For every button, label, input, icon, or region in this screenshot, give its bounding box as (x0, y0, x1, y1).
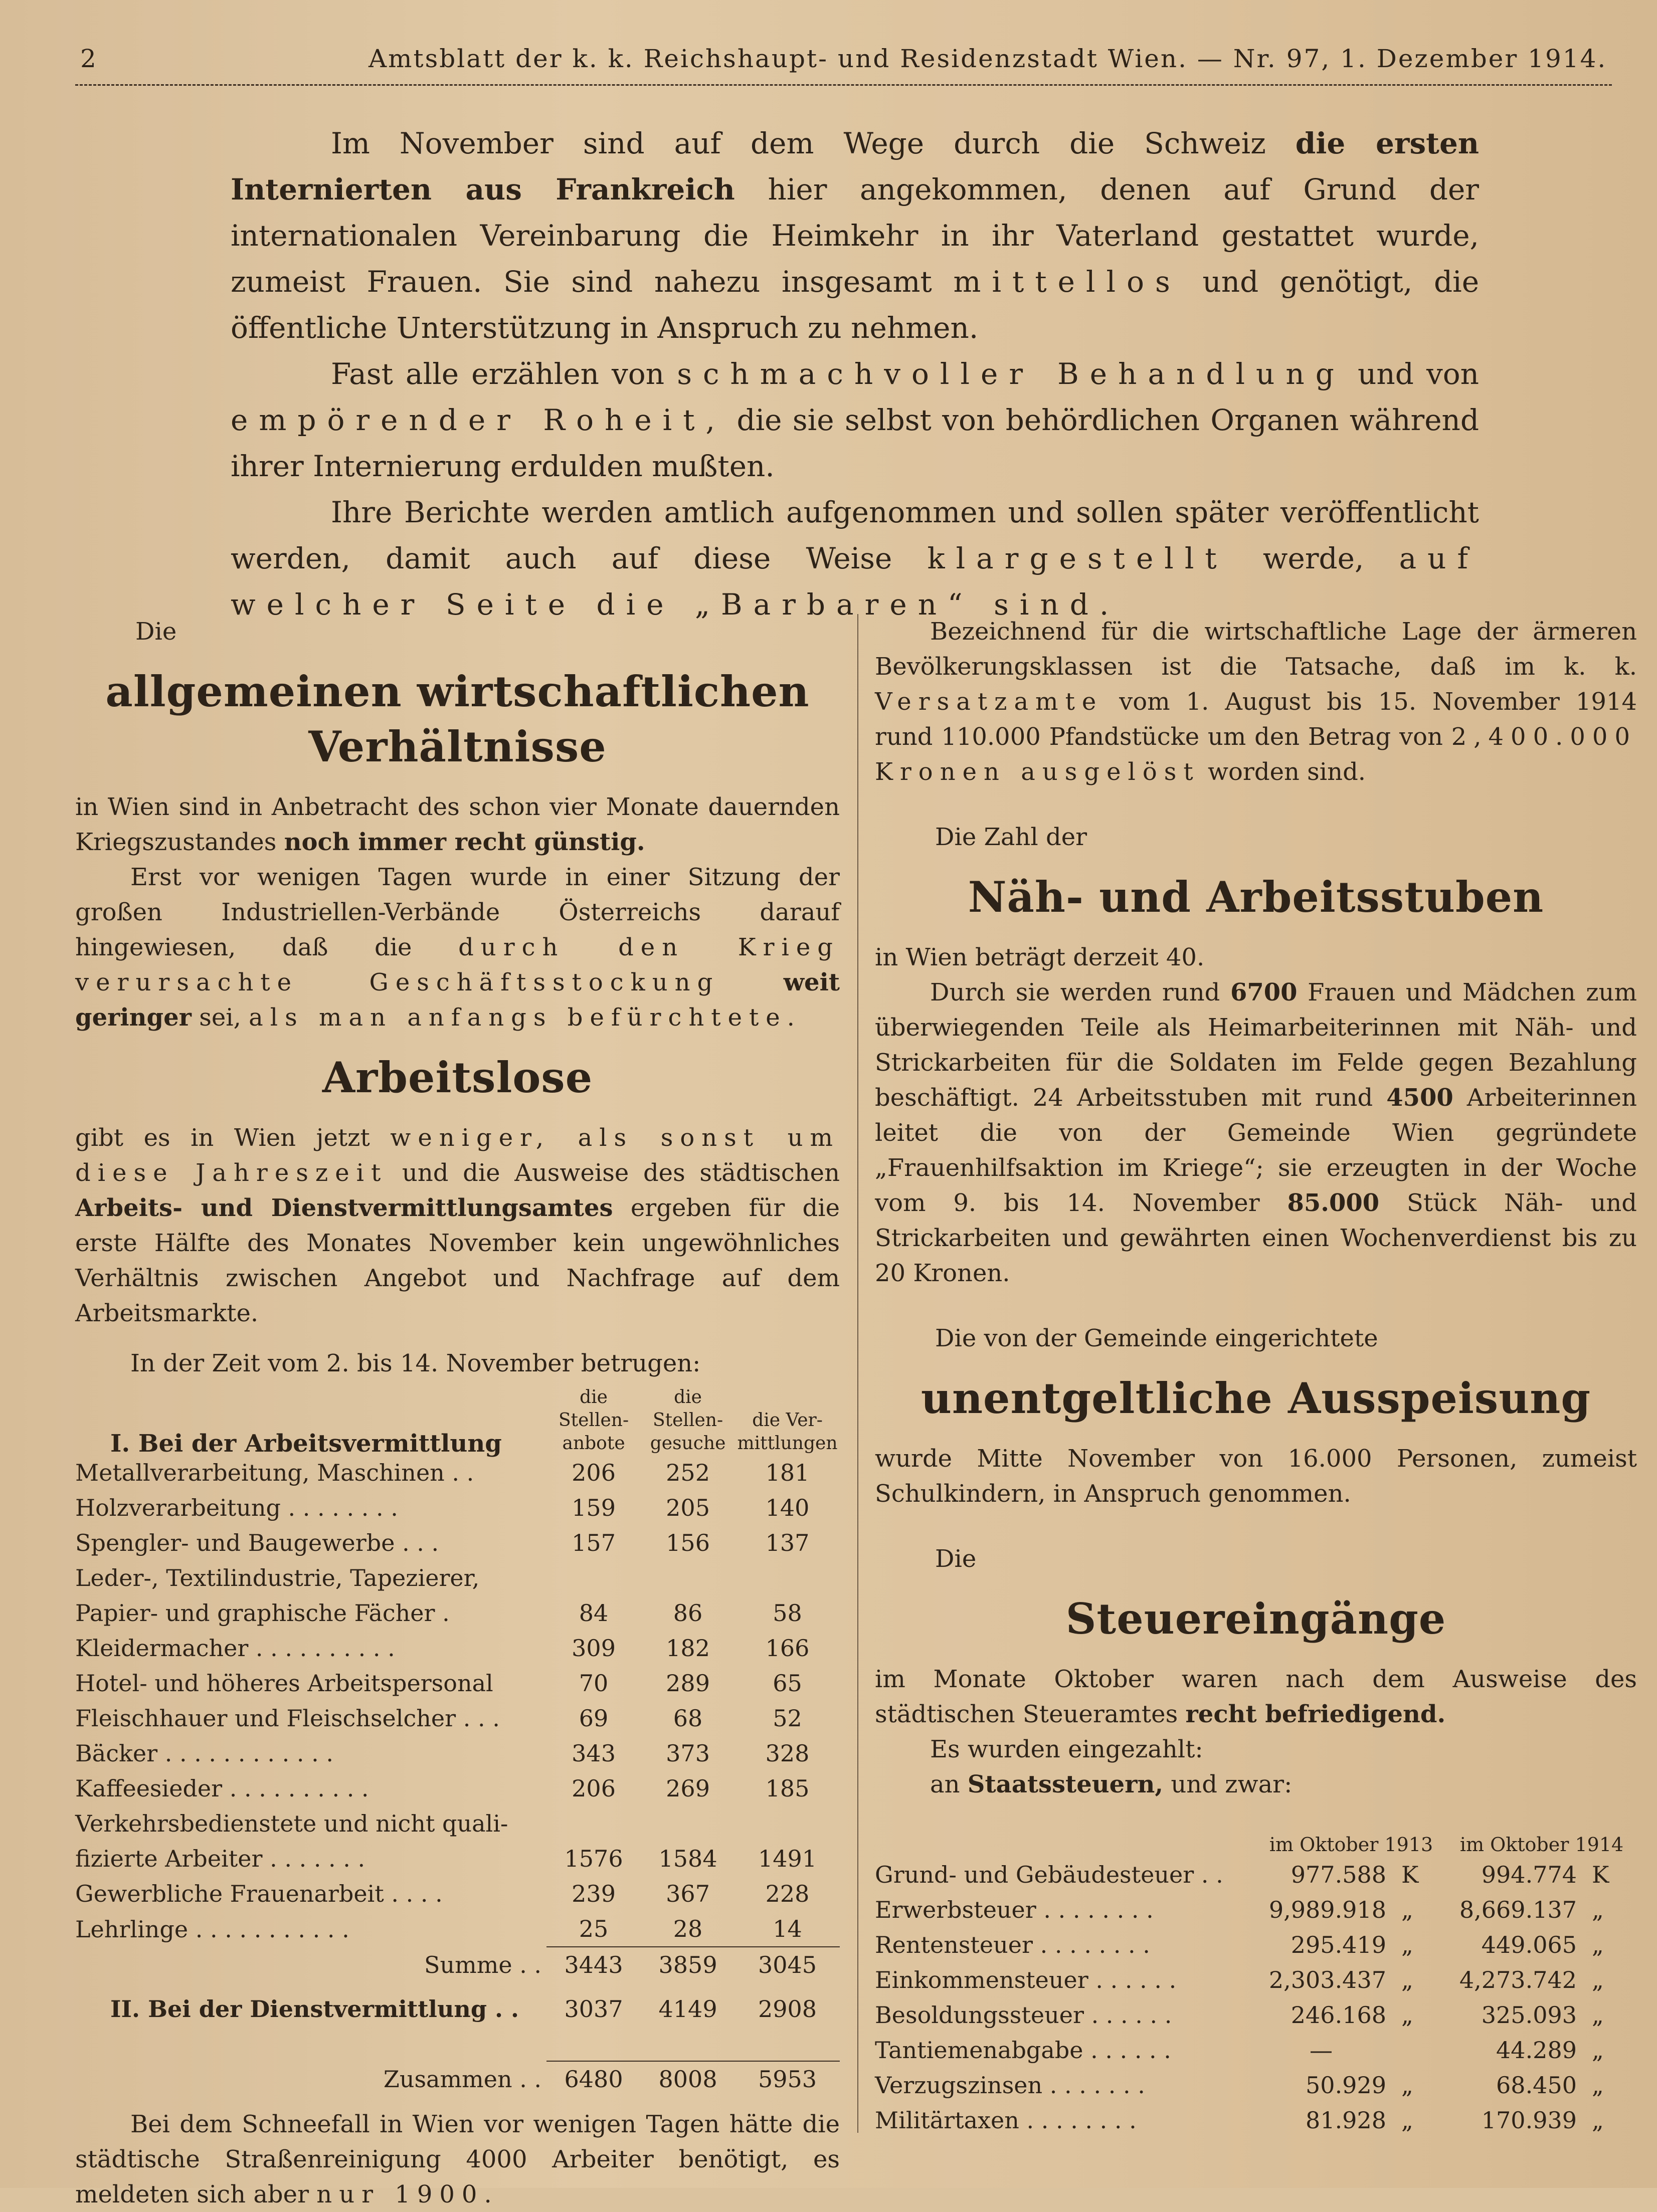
text-span: hier angekommen, denen auf Grund der internationalen Vereinbarung die Heimkehr in ihr Vaterland gestattet wurde, zumeist Frauen. Sie sind nahezu insgesamt (231, 172, 1480, 299)
cell: 1491 (758, 1845, 817, 1872)
table-row (875, 1892, 1637, 1927)
text-span: die sie selbst von behördlichen Organen während ihrer Internierung erdulden mußten. (231, 403, 1480, 483)
cell: 994.774 (1481, 1861, 1577, 1888)
emphasis: Staatssteuern, (967, 1770, 1164, 1798)
unit: K (1592, 1861, 1609, 1888)
cell: 2,303.437 (1268, 1966, 1386, 1993)
cell: 2908 (758, 1995, 817, 2023)
cell: 159 (572, 1494, 616, 1521)
cell: 181 (765, 1459, 810, 1486)
intro-section (231, 120, 1479, 628)
text-span: Arbeiterinnen leitet die von der Gemeinde Wien gegründete „Frauenhilfsaktion im Kriege“; sie erzeugten in der Woche vom 9. bis 14. November (875, 1084, 1637, 1217)
table-header-row (875, 1802, 1637, 1857)
emphasis: 4500 (1386, 1084, 1453, 1112)
table-row (75, 1525, 840, 1560)
cell: 70 (579, 1670, 609, 1697)
text-span: an (930, 1770, 960, 1798)
unit: „ (1401, 2072, 1413, 2099)
intro-paragraph-3 (231, 489, 1479, 628)
cell: 3037 (564, 1995, 623, 2023)
column-header: im Oktober 1914 (1459, 1834, 1624, 1856)
row-label: Verkehrsbedienstete und nicht quali- (75, 1810, 508, 1837)
paragraph (875, 975, 1637, 1291)
cell: 252 (666, 1459, 710, 1486)
column-header: die Ver- mittlungen (737, 1410, 838, 1454)
text-span: Im November sind auf dem Wege durch die Schweiz (331, 126, 1266, 160)
table-row (875, 1927, 1637, 1962)
table-row (875, 2068, 1637, 2103)
table-section-heading: I. Bei der Arbeitsvermittlung (110, 1430, 502, 1458)
spaced-text: nur 1900. (316, 2180, 499, 2208)
text-span: werde, (1262, 541, 1364, 575)
unit: „ (1592, 1896, 1604, 1923)
row-label: Kaffeesieder . . . . . . . . . . (75, 1775, 369, 1802)
table-row (875, 1962, 1637, 1997)
table-row (75, 1911, 840, 1947)
text-span: worden sind. (1207, 758, 1366, 786)
text-span: und von (1358, 357, 1479, 391)
unit: „ (1592, 2107, 1604, 2134)
table-row (75, 1806, 840, 1841)
text-span: Ihre Berichte werden amtlich aufgenommen und sollen später veröffentlicht werden, damit auch auf diese Weise (231, 495, 1479, 575)
paragraph: wurde Mitte November von 16.000 Personen, zumeist Schulkindern, in Anspruch genommen. (875, 1445, 1637, 1508)
text-span: sei, (199, 1003, 241, 1032)
row-label: Fleischhauer und Fleischselcher . . . (75, 1705, 500, 1732)
unit: „ (1401, 2107, 1413, 2134)
row-label: Lehrlinge . . . . . . . . . . . (75, 1916, 349, 1943)
cell: 295.419 (1291, 1931, 1386, 1958)
row-label: Verzugszinsen . . . . . . . (875, 2072, 1145, 2099)
row-label: Spengler- und Baugewerbe . . . (75, 1529, 439, 1556)
table-row (75, 1666, 840, 1701)
row-label: Bäcker . . . . . . . . . . . . (75, 1740, 334, 1767)
cell: 5953 (735, 2061, 840, 2097)
cell: 68.450 (1496, 2072, 1577, 2099)
cell: 44.289 (1496, 2037, 1577, 2064)
row-label: Gewerbliche Frauenarbeit . . . . (75, 1880, 443, 1907)
paragraph: in Wien beträgt derzeit 40. (875, 943, 1205, 971)
section-title-ausspeisung: unentgeltliche Ausspeisung (920, 1373, 1591, 1423)
cell (546, 1560, 641, 1595)
cell: 25 (579, 1915, 609, 1942)
cell: 6480 (546, 2061, 641, 2097)
column-header: die Stellen- gesuche (650, 1387, 726, 1454)
table-row (75, 1595, 840, 1631)
paragraph (875, 1662, 1637, 1732)
text-span: und zwar: (1171, 1770, 1293, 1798)
table-header-row (75, 1386, 840, 1455)
emphasis: die ersten Internierten aus Frankreich (231, 126, 1480, 207)
emphasis: 85.000 (1287, 1189, 1380, 1217)
paragraph (75, 789, 840, 860)
staatssteuern-table (875, 1802, 1637, 2138)
table-row (875, 2103, 1637, 2138)
cell (735, 1806, 840, 1841)
cell: 81.928 (1306, 2107, 1386, 2134)
unit: „ (1401, 1896, 1413, 1923)
spaced-text: auf welcher Seite die „Barbaren“ sind. (231, 541, 1479, 622)
section-title-naehstuben: Näh- und Arbeitsstuben (968, 872, 1544, 922)
cell: 137 (765, 1529, 810, 1556)
table-row (75, 1876, 840, 1911)
unit: „ (1401, 2001, 1413, 2029)
text-span: im Monate Oktober waren nach dem Ausweise des städtischen Steueramtes (875, 1665, 1637, 1728)
row-label: Rentensteuer . . . . . . . . (875, 1931, 1150, 1958)
unit: „ (1401, 1931, 1413, 1958)
column-header: die Stellen- anbote (559, 1387, 629, 1454)
column-divider (857, 614, 858, 2133)
spaced-text: empörender Roheit, (231, 403, 726, 437)
cell: 343 (572, 1740, 616, 1767)
row-label: Holzverarbeitung . . . . . . . . (75, 1494, 398, 1521)
paragraph (75, 1120, 840, 1331)
section-lead: Die (135, 618, 177, 646)
cell: 449.065 (1481, 1931, 1577, 1958)
page-number: 2 (80, 44, 98, 73)
unit: K (1401, 1861, 1419, 1888)
intro-paragraph-1 (231, 120, 1479, 351)
row-label: Erwerbsteuer . . . . . . . . (875, 1896, 1154, 1923)
emphasis: noch immer recht günstig. (284, 828, 645, 856)
cell: 1584 (658, 1845, 717, 1872)
cell: 28 (673, 1915, 703, 1942)
cell: 328 (765, 1740, 810, 1767)
cell: 156 (666, 1529, 710, 1556)
unit: „ (1592, 1931, 1604, 1958)
row-label: II. Bei der Dienstvermittlung . . (110, 1995, 519, 2023)
cell (546, 1806, 641, 1841)
unit: „ (1592, 2037, 1604, 2064)
cell: 8,669.137 (1459, 1896, 1577, 1923)
emphasis: 6700 (1230, 978, 1298, 1007)
dienstvermittlung-row (75, 1982, 840, 2027)
cell: 373 (666, 1740, 710, 1767)
text-span: Erst vor wenigen Tagen wurde in einer Sitzung der großen Industriellen-Verbände Österreichs darauf hingewiesen, daß die (75, 863, 840, 961)
summe-row (75, 1947, 840, 1982)
intro-paragraph-2 (231, 351, 1479, 489)
cell: 69 (579, 1705, 609, 1732)
spaced-text: als man anfangs befürchtete. (249, 1003, 802, 1032)
section-title-steuereingaenge: Steuereingänge (1065, 1594, 1446, 1644)
cell: 86 (673, 1599, 703, 1627)
spaced-text: schmachvoller Behandlung (677, 357, 1345, 391)
spaced-text: 2,400.000 Kronen ausgelöst (875, 723, 1637, 786)
cell: 58 (773, 1599, 802, 1627)
table-row (75, 1701, 840, 1736)
cell: 3045 (735, 1947, 840, 1982)
table-row (75, 1841, 840, 1876)
row-label: Summe . . (424, 1951, 542, 1978)
spaced-text: weniger, als sonst um diese Jahreszeit (75, 1124, 840, 1187)
emphasis: weit geringer (75, 968, 840, 1032)
table-row (75, 1490, 840, 1525)
cell: 239 (572, 1880, 616, 1907)
header-title: Amtsblatt der k. k. Reichshaupt- und Residenzstadt Wien. — Nr. 97, 1. Dezember 1914. (369, 44, 1607, 73)
cell: — (1310, 2037, 1333, 2064)
paragraph (875, 1767, 1637, 1802)
row-label: Tantiemenabgabe . . . . . . (875, 2037, 1171, 2064)
unit: „ (1401, 1966, 1413, 1993)
column-header: im Oktober 1913 (1269, 1834, 1433, 1856)
cell: 166 (765, 1635, 810, 1662)
cell: 157 (572, 1529, 616, 1556)
page-header (75, 44, 1607, 79)
text-span: Frauen und Mädchen zum überwiegenden Teile als Heimarbeiterinnen mit Näh- und Strickarbeiten für die Soldaten im Felde gegen Bezahlung beschäftigt. 24 Arbeitsstuben mit rund (875, 978, 1637, 1112)
paragraph (875, 614, 1637, 789)
text-span: Bezeichnend für die wirtschaftliche Lage der ärmeren Bevölkerungsklassen ist die Tatsache, daß im k. k. (875, 618, 1637, 681)
spaced-text: durch den Krieg verursachte Geschäftsstockung (75, 933, 840, 996)
text-span: gibt es in Wien jetzt (75, 1124, 370, 1152)
cell: 325.093 (1481, 2001, 1577, 2029)
cell: 228 (765, 1880, 810, 1907)
table-row (75, 1736, 840, 1771)
row-label: Einkommensteuer . . . . . . (875, 1966, 1177, 1993)
cell: 9,989.918 (1268, 1896, 1386, 1923)
text-span: ergeben für die erste Hälfte des Monates November kein ungewöhnliches Verhältnis zwischen Angebot und Nachfrage auf dem Arbeitsmarkte. (75, 1194, 840, 1327)
unit: „ (1592, 1966, 1604, 1993)
section-title-arbeitslose: Arbeitslose (322, 1053, 593, 1102)
section-lead: Die Zahl der (935, 823, 1087, 851)
cell: 68 (673, 1705, 703, 1732)
spaced-text: Versatzamte (875, 688, 1103, 716)
arbeitsvermittlung-table (75, 1386, 840, 2097)
section-lead: Die (935, 1545, 977, 1573)
unit: „ (1592, 2001, 1604, 2029)
text-span: Durch sie werden rund (930, 978, 1220, 1007)
row-label: Kleidermacher . . . . . . . . . . (75, 1635, 395, 1662)
row-label: fizierte Arbeiter . . . . . . . (75, 1845, 365, 1872)
spacer-row (75, 2027, 840, 2061)
table-row (875, 2033, 1637, 2068)
cell: 52 (773, 1705, 802, 1732)
paragraph (75, 860, 840, 1035)
cell: 1576 (564, 1845, 623, 1872)
row-label: Metallverarbeitung, Maschinen . . (75, 1459, 474, 1486)
cell (641, 1806, 735, 1841)
cell: 3443 (546, 1947, 641, 1982)
cell: 3859 (641, 1947, 735, 1982)
cell (641, 1560, 735, 1595)
cell: 309 (572, 1635, 616, 1662)
table-row (75, 1560, 840, 1595)
cell: 206 (572, 1775, 616, 1802)
unit: „ (1592, 2072, 1604, 2099)
row-label: Hotel- und höheres Arbeitspersonal (75, 1670, 493, 1697)
row-label: Zusammen . . (383, 2066, 542, 2093)
paragraph (75, 2107, 840, 2212)
text-span: vom 1. August bis 15. November 1914 rund 110.000 Pfandstücke um den Betrag von (875, 688, 1637, 751)
cell: 8008 (641, 2061, 735, 2097)
text-span: Stück Näh- und Strickarbeiten und gewährten einen Wochenverdienst bis zu 20 Kronen. (875, 1189, 1637, 1287)
cell: 206 (572, 1459, 616, 1486)
spaced-text: mittellos (953, 265, 1181, 299)
cell: 182 (666, 1635, 710, 1662)
table-row (75, 1771, 840, 1806)
cell: 84 (579, 1599, 609, 1627)
row-label: Besoldungssteuer . . . . . . (875, 2001, 1172, 2029)
text-span: Fast alle erzählen von (331, 357, 665, 391)
cell: 4,273.742 (1459, 1966, 1577, 1993)
cell: 205 (666, 1494, 710, 1521)
paragraph: In der Zeit vom 2. bis 14. November betrugen: (130, 1349, 701, 1377)
table-row (875, 1857, 1637, 1892)
cell: 289 (666, 1670, 710, 1697)
cell: 140 (765, 1494, 810, 1521)
text-span: und die Ausweise des städtischen (402, 1159, 840, 1187)
spaced-text: klargestellt (927, 541, 1228, 575)
cell: 185 (765, 1775, 810, 1802)
emphasis: Arbeits- und Dienstvermittlungsamtes (75, 1194, 613, 1222)
cell: 367 (666, 1880, 710, 1907)
left-column (75, 614, 840, 2212)
text-span: Bei dem Schneefall in Wien vor wenigen Tagen hätte die städtische Straßenreinigung 4000 Arbeiter benötigt, es meldeten sich aber (75, 2110, 840, 2208)
cell: 14 (773, 1915, 802, 1942)
row-label: Militärtaxen . . . . . . . . (875, 2107, 1137, 2134)
cell: 246.168 (1291, 2001, 1386, 2029)
row-label: Papier- und graphische Fächer . (75, 1599, 450, 1627)
cell (735, 1560, 840, 1595)
text-span: in Wien sind in Anbetracht des schon vier Monate dauernden Kriegszustandes (75, 793, 840, 856)
emphasis: recht befriedigend. (1185, 1700, 1446, 1728)
table-row (75, 1631, 840, 1666)
paragraph: Es wurden eingezahlt: (930, 1735, 1203, 1763)
text-span: und genötigt, die öffentliche Unterstützung in Anspruch zu nehmen. (231, 265, 1480, 345)
cell: 977.588 (1291, 1861, 1386, 1888)
header-rule (75, 84, 1612, 91)
row-label: Leder-, Textilindustrie, Tapezierer, (75, 1564, 480, 1591)
cell: 269 (666, 1775, 710, 1802)
cell: 50.929 (1306, 2072, 1386, 2099)
right-column (875, 614, 1637, 2138)
cell: 170.939 (1481, 2107, 1577, 2134)
section-lead: Die von der Gemeinde eingerichtete (935, 1324, 1378, 1352)
table-row (875, 1997, 1637, 2033)
zusammen-row (75, 2061, 840, 2097)
row-label: Grund- und Gebäudesteuer . . (875, 1861, 1223, 1888)
section-title-wirtschaft: allgemeinen wirtschaftlichen Verhältnisse (105, 667, 810, 771)
cell: 4149 (658, 1995, 717, 2023)
table-row (75, 1455, 840, 1490)
cell: 65 (773, 1670, 802, 1697)
unit (1391, 2033, 1446, 2068)
